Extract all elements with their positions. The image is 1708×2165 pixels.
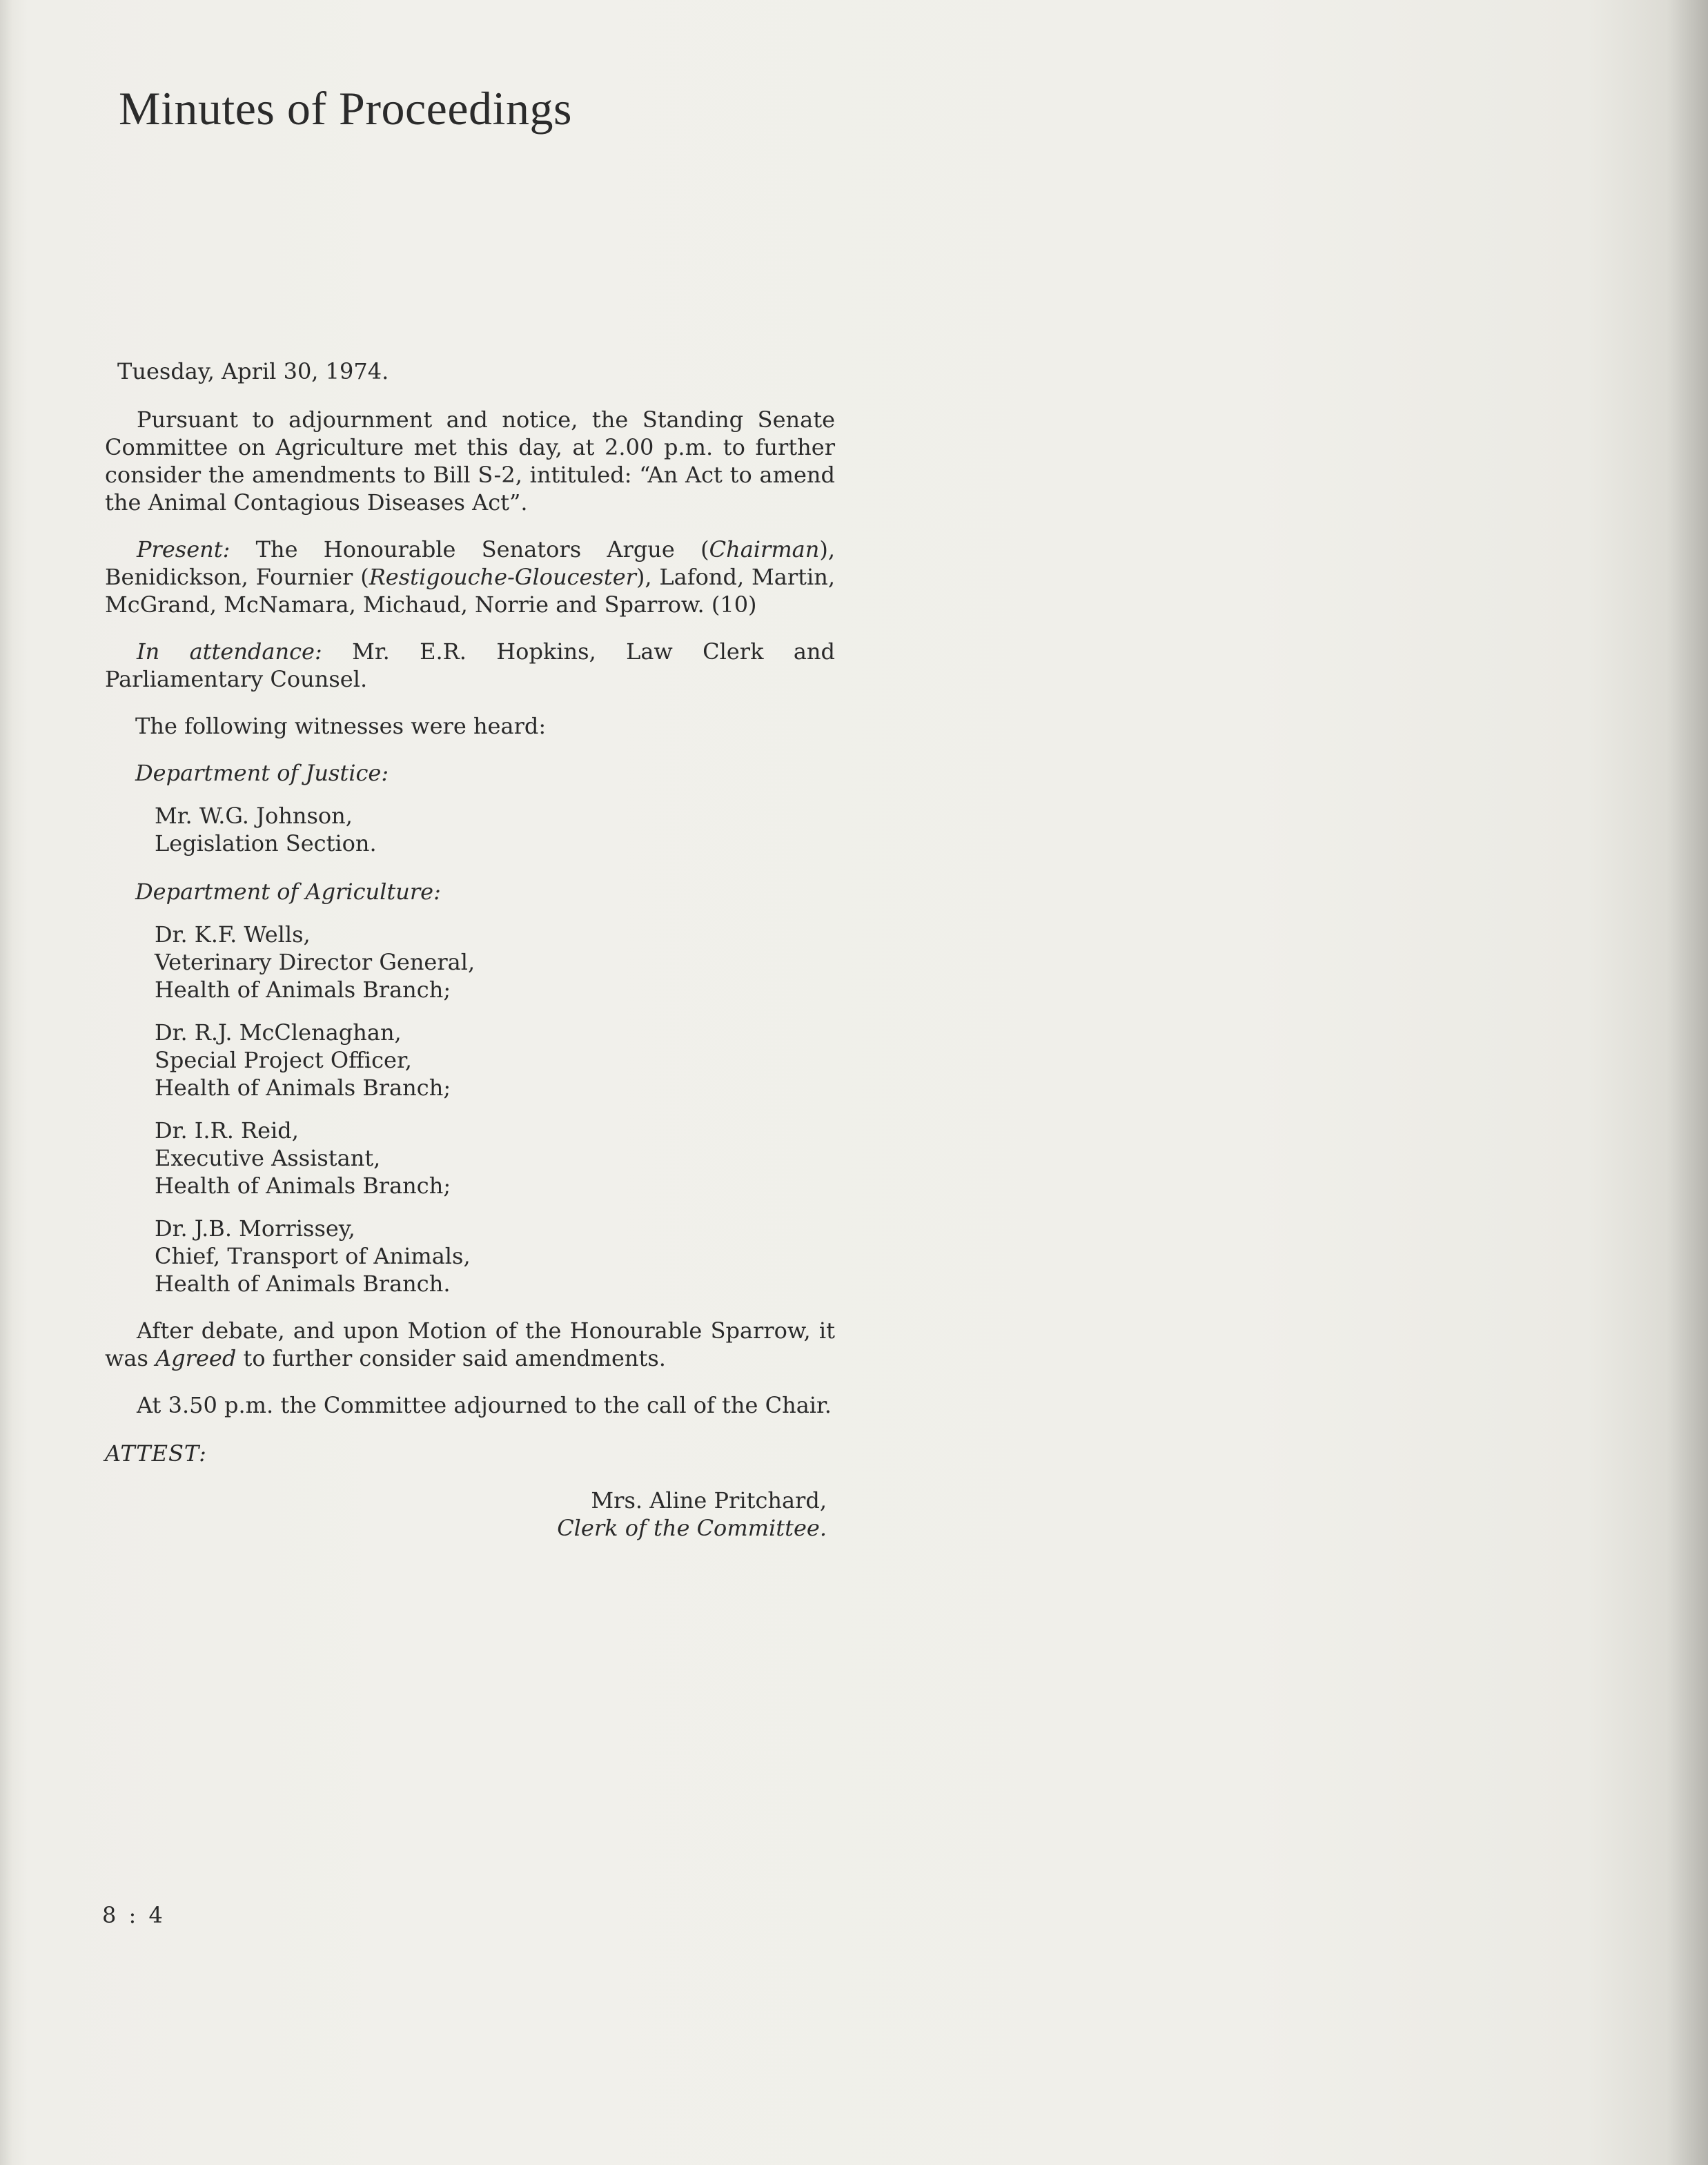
witness-name: Dr. R.J. McClenaghan, <box>155 1019 402 1046</box>
present-paragraph <box>105 536 835 618</box>
clerk-title: Clerk of the Committee. <box>557 1515 827 1541</box>
page-folio: 8 : 4 <box>102 1902 166 1928</box>
witness-role: Executive Assistant, <box>155 1145 381 1171</box>
debate-paragraph <box>105 1317 835 1372</box>
page-title: Minutes of Proceedings <box>119 82 572 135</box>
adjournment-paragraph: At 3.50 p.m. the Committee adjourned to the call of the Chair. <box>137 1392 832 1418</box>
present-text-1: The Honourable Senators Argue ( <box>230 536 709 562</box>
page-left-edge <box>0 0 12 2165</box>
debate-text-2: to further consider said amendments. <box>236 1345 666 1371</box>
witness-branch: Health of Animals Branch; <box>155 1173 451 1199</box>
minutes-body <box>105 357 835 1542</box>
present-text-3: ), Lafond, Martin, McGrand, McNamara, Michaud, Norrie and Sparrow. (10) <box>105 564 835 618</box>
opening-paragraph: Pursuant to adjournment and notice, the Standing Senate Committee on Agriculture met this day, at 2.00 p.m. to further consider the amendments to Bill S-2, intituled: “An Act to amend the Animal Contagious Diseases Act”. <box>105 406 835 516</box>
present-riding: Restigouche-Gloucester <box>369 564 636 590</box>
witness-entry <box>155 1019 835 1101</box>
witness-entry <box>155 1215 835 1297</box>
debate-agreed: Agreed <box>155 1345 237 1371</box>
attest-label: ATTEST: <box>105 1440 207 1467</box>
department-agriculture-heading: Department of Agriculture: <box>135 879 441 905</box>
clerk-name: Mrs. Aline Pritchard, <box>591 1487 827 1513</box>
witnesses-intro: The following witnesses were heard: <box>135 713 547 739</box>
witness-entry <box>155 802 835 857</box>
witness-name: Dr. I.R. Reid, <box>155 1117 299 1144</box>
department-justice-heading: Department of Justice: <box>135 760 389 786</box>
witness-branch: Health of Animals Branch; <box>155 1075 451 1101</box>
meeting-date: Tuesday, April 30, 1974. <box>117 358 389 384</box>
witness-branch: Health of Animals Branch; <box>155 977 451 1003</box>
attendance-label: In attendance: <box>137 638 322 665</box>
witness-role: Legislation Section. <box>155 830 377 856</box>
witness-role: Chief, Transport of Animals, <box>155 1243 471 1269</box>
witness-name: Mr. W.G. Johnson, <box>155 803 353 829</box>
witness-entry <box>155 921 835 1003</box>
clerk-signature-block <box>105 1487 835 1542</box>
witness-branch: Health of Animals Branch. <box>155 1271 451 1297</box>
attendance-paragraph <box>105 638 835 693</box>
witness-role: Veterinary Director General, <box>155 949 475 975</box>
witness-entry <box>155 1117 835 1199</box>
witness-name: Dr. K.F. Wells, <box>155 921 311 948</box>
present-text-2: ), Benidickson, Fournier ( <box>105 536 835 590</box>
witness-role: Special Project Officer, <box>155 1047 412 1073</box>
witness-name: Dr. J.B. Morrissey, <box>155 1215 355 1242</box>
present-label: Present: <box>137 536 230 562</box>
present-chairman: Chairman <box>709 536 820 562</box>
attendance-text: Mr. E.R. Hopkins, Law Clerk and Parliamentary Counsel. <box>105 638 836 692</box>
debate-text-1: After debate, and upon Motion of the Honourable Sparrow, it was <box>105 1317 835 1371</box>
binding-gutter-shadow <box>1667 0 1708 2165</box>
